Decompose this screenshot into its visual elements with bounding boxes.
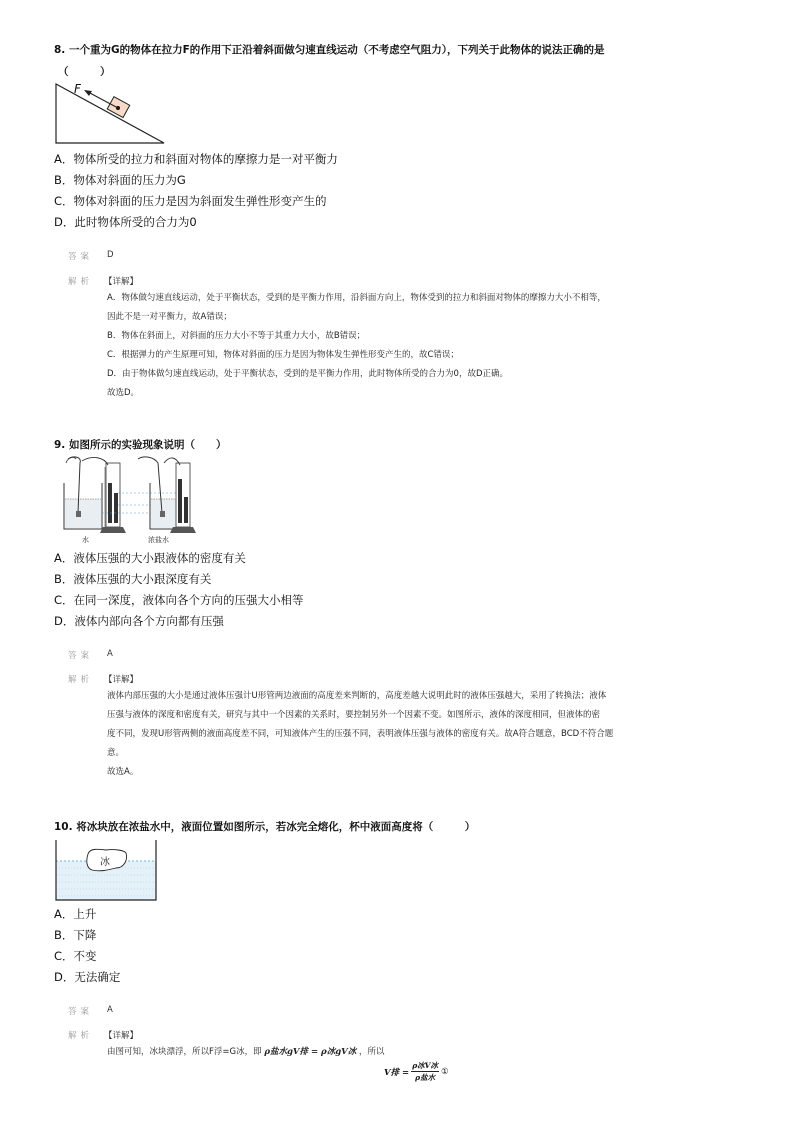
- q10-option-a: A．上升: [54, 907, 97, 921]
- q9-answer-label: 答案: [68, 651, 94, 661]
- q9-pressure-figure: [58, 453, 198, 543]
- q9-option-d: D．液体内部向各个方向都有压强: [54, 614, 224, 628]
- q8-stem: [54, 42, 605, 57]
- q10-analysis-text: 由图可知，冰块漂浮，所以F浮=G冰，即: [107, 1047, 262, 1057]
- right-beaker: [138, 457, 196, 533]
- q10-formula2-fraction: [411, 1060, 439, 1083]
- q8-option-a: A．物体所受的拉力和斜面对物体的摩擦力是一对平衡力: [54, 152, 338, 166]
- q9-answer: A: [107, 649, 113, 659]
- q10-analysis-tail: ，所以: [358, 1047, 385, 1057]
- q10-answer-label: 答案: [68, 1007, 94, 1017]
- q10-formula2-denominator: ρ盐水: [415, 1073, 436, 1082]
- q9-stem: [54, 437, 226, 452]
- q9-detail-head: 【详解】: [104, 675, 139, 685]
- q10-answer: A: [107, 1005, 113, 1015]
- q9-option-b: B．液体压强的大小跟深度有关: [54, 572, 212, 586]
- q10-stem-text: 将冰块放在浓盐水中，液面位置如图所示，若冰完全熔化，杯中液面高度将（ ）: [76, 821, 476, 833]
- q8-analysis-line: 因此不是一对平衡力，故A错误；: [107, 312, 232, 322]
- q8-answer-label: 答案: [68, 252, 94, 262]
- fig-label-water: 水: [82, 536, 89, 543]
- q9-analysis-line: 压强与液体的深度和密度有关，研究与其中一个因素的关系时，要控制另外一个因素不变。如图所示，液体的深度相同，但液体的密: [107, 710, 601, 720]
- q9-stem-text: 如图所示的实验现象说明（ ）: [68, 439, 227, 451]
- q10-formula1: ρ盐水gV排 = ρ冰gV冰: [264, 1047, 357, 1057]
- fig-label-brine: 浓盐水: [148, 536, 169, 543]
- q10-formula2-lhs: V排 =: [384, 1067, 410, 1078]
- q8-answer: D: [107, 250, 114, 260]
- q8-answer-paren: （ ）: [58, 66, 111, 78]
- q10-option-c: C．不变: [54, 949, 97, 963]
- q10-stem: [54, 819, 475, 834]
- q8-detail-head: 【详解】: [104, 277, 139, 287]
- q9-analysis-line: 度不同，发现U形管两侧的液面高度差不同，可知液体产生的压强不同，表明液体压强与液体的密度有关。故A符合题意，BCD不符合题: [107, 729, 614, 739]
- q8-analysis-line: 故选D。: [107, 388, 140, 398]
- q10-analysis-label: 解析: [68, 1031, 94, 1041]
- q8-analysis-line: A．物体做匀速直线运动，处于平衡状态，受到的是平衡力作用，沿斜面方向上，物体受到的拉力和斜面对物体的摩擦力大小不相等，: [107, 293, 606, 303]
- left-beaker: [64, 457, 126, 533]
- q9-number: 9.: [54, 439, 66, 451]
- q8-option-d: D．此时物体所受的合力为0: [54, 215, 197, 229]
- force-label-F: F: [74, 82, 81, 96]
- q10-formula2: [384, 1060, 449, 1083]
- q10-cup-figure: [54, 838, 158, 902]
- q9-option-a: A．液体压强的大小跟液体的密度有关: [54, 551, 246, 565]
- q9-analysis: [107, 687, 613, 782]
- q10-formula2-numerator: ρ冰V冰: [412, 1061, 438, 1070]
- q10-detail-head: 【详解】: [104, 1031, 139, 1041]
- q8-analysis-label: 解析: [68, 277, 94, 287]
- ice-label: 冰: [100, 857, 110, 868]
- q10-analysis-line1: [107, 1043, 384, 1062]
- q10-formula2-tag: ①: [441, 1066, 449, 1077]
- q8-analysis: [107, 289, 606, 403]
- q9-analysis-line: 意。: [107, 748, 125, 758]
- q9-analysis-line: 故选A。: [107, 767, 139, 777]
- q10-option-d: D．无法确定: [54, 970, 121, 984]
- q9-option-c: C．在同一深度，液体向各个方向的压强大小相等: [54, 593, 304, 607]
- incline-triangle: [56, 84, 164, 143]
- q8-number: 8.: [54, 44, 66, 56]
- q8-analysis-line: B．物体在斜面上，对斜面的压力大小不等于其重力大小，故B错误；: [107, 331, 366, 341]
- q8-option-c: C．物体对斜面的压力是因为斜面发生弹性形变产生的: [54, 194, 327, 208]
- q9-analysis-line: 液体内部压强的大小是通过液体压强计U形管两边液面的高度差来判断的，高度差越大说明此时的液体压强越大，采用了转换法；液体: [107, 691, 607, 701]
- q8-analysis-line: C．根据弹力的产生原理可知，物体对斜面的压力是因为物体发生弹性形变产生的，故C错误；: [107, 350, 459, 360]
- q10-number: 10.: [54, 821, 73, 833]
- q8-analysis-line: D．由于物体做匀速直线运动，处于平衡状态，受到的是平衡力作用，此时物体所受的合力为0，故D正确。: [107, 369, 509, 379]
- q8-incline-figure: [54, 80, 166, 146]
- q8-option-b: B．物体对斜面的压力为G: [54, 173, 186, 187]
- q10-option-b: B．下降: [54, 928, 97, 942]
- q9-analysis-label: 解析: [68, 675, 94, 685]
- q8-stem-text: 一个重为G的物体在拉力F的作用下正沿着斜面做匀速直线运动（不考虑空气阻力），下列关于此物体的说法正确的是: [68, 44, 605, 56]
